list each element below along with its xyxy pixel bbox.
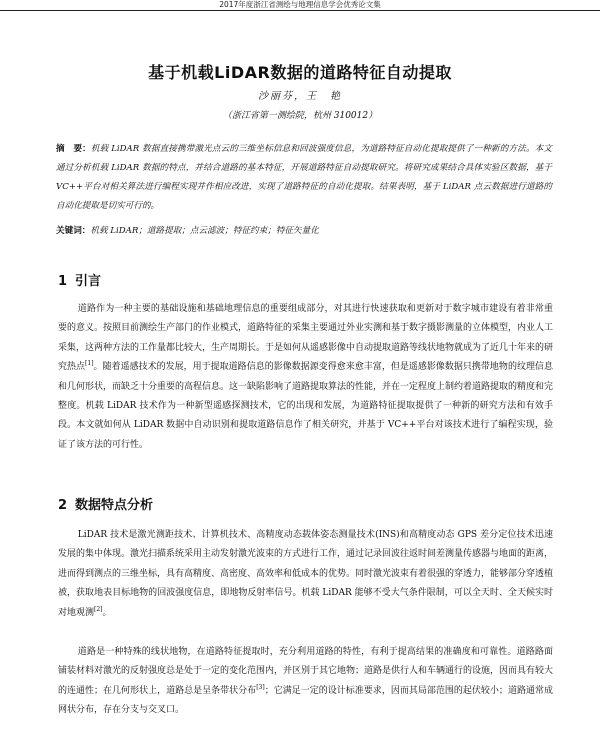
abstract-text: 机载 LiDAR 数据直接携带激光点云的三维坐标信息和回波强度信息，为道路特征自动化提取提供了一种新的方法。本文通过分析机载 LiDAR 数据的特点，并结合道路的基本特征，开展道路特征自动提取研究。将研究成果结合具体实验区数据，基于 VC++平台对相关算法进行编程实现并作相应改进，实现了道路特征的自动化提取。结果表明，基于 LiDAR 点云数据进行道路的自动化提取是切实可行的。 [56,144,552,211]
data-paragraph-1 [58,526,553,623]
abstract-label: 摘 要： [56,144,91,154]
citation-ref: [3] [256,683,265,691]
keywords-label: 关键词： [56,226,91,236]
section-title: 数据特点分析 [75,498,154,513]
keywords-text: 机载 LiDAR；道路提取；点云滤波；特征约束；特征矢量化 [90,226,319,236]
paragraph-text: 。随着遥感技术的发展，用于提取道路信息的影像数据源变得愈来愈丰富，但是遥感影像数据只携带地物的纹理信息和几何形状，而缺乏十分重要的高程信息。这一缺陷影响了道路提取算法的性能，并在一定程度上制约着道路提取的精度和完整度。机载 LiDAR 技术作为一种新型遥感探测技术，它的出现和发展，为道路特征提取提供了一种新的研究方法和有效手段。本文就如何从 LiDAR 数据中自动识别和提取道路信息作了相关研究，并基于 VC++平台对该技术进行了编程实现，验证了该方法的可行性。 [58,362,554,450]
paper-affiliation: （浙江省第一测绘院，杭州 310012） [222,111,378,121]
keywords-block [56,222,552,241]
running-header: 2017年度浙江省测绘与地理信息学会优秀论文集 [0,0,600,11]
citation-ref: [1] [85,360,94,368]
abstract-block [56,140,552,216]
paper-authors: 沙丽芬，王 艳 [258,91,342,102]
section-heading-introduction [58,270,101,289]
paragraph-text: LiDAR 技术是激光测距技术、计算机技术、高精度动态载体姿态测量技术(INS)和高精度动态 GPS 差分定位技术迅速发展的集中体现。激光扫描系统采用主动发射激光波束的方式进行工作，通过记录回波往返时间差测量传感器与地面的距离，进而得到测点的三维坐标，具有高精度、高密度、高效率和低成本的优势。同时激光波束有着很强的穿透力，能够部分穿透植被，获取地表目标地物的回波强度信息，即地物反射率信号。机载 LiDAR 能够不受大气条件限制，可以全天时、全天候实时对地观测 [58,530,554,618]
paper-title: 基于机载LiDAR数据的道路特征自动提取 [148,63,452,82]
data-paragraph-2 [58,643,553,721]
paragraph-text: 道路作为一种主要的基础设施和基础地理信息的重要组成部分，对其进行快速获取和更新对于数字城市建设有着非常重要的意义。按照目前测绘生产部门的作业模式，道路特征的采集主要通过外业实测和基于数字摄影测量的立体模型，内业人工采集，这两种方法的工作量都比较大，生产周期长。于是如何从遥感影像中自动提取道路等线状地物就成为了近几十年来的研究热点 [58,304,554,373]
intro-paragraph [58,300,553,455]
paragraph-text: ；它满足一定的设计标准要求，因而其局部范围的起伏较小；道路通常成网状分布，存在分支与交叉口。 [58,685,553,716]
section-heading-data-analysis [58,494,153,513]
paragraph-text: 。 [102,607,112,618]
paragraph-text: 道路是一种特殊的线状地物，在道路特征提取时，充分利用道路的特性，有利于提高结果的准确度和可靠性。道路路面铺装材料对激光的反射强度总是处于一定的变化范围内，并区别于其它地物；道路是供行人和车辆通行的设施，因而具有较大的连通性；在几何形状上，道路总是呈条带状分布 [58,647,554,696]
section-number: 1 [58,274,68,289]
section-number: 2 [58,498,68,513]
section-title: 引言 [75,274,102,289]
citation-ref: [2] [94,605,103,613]
